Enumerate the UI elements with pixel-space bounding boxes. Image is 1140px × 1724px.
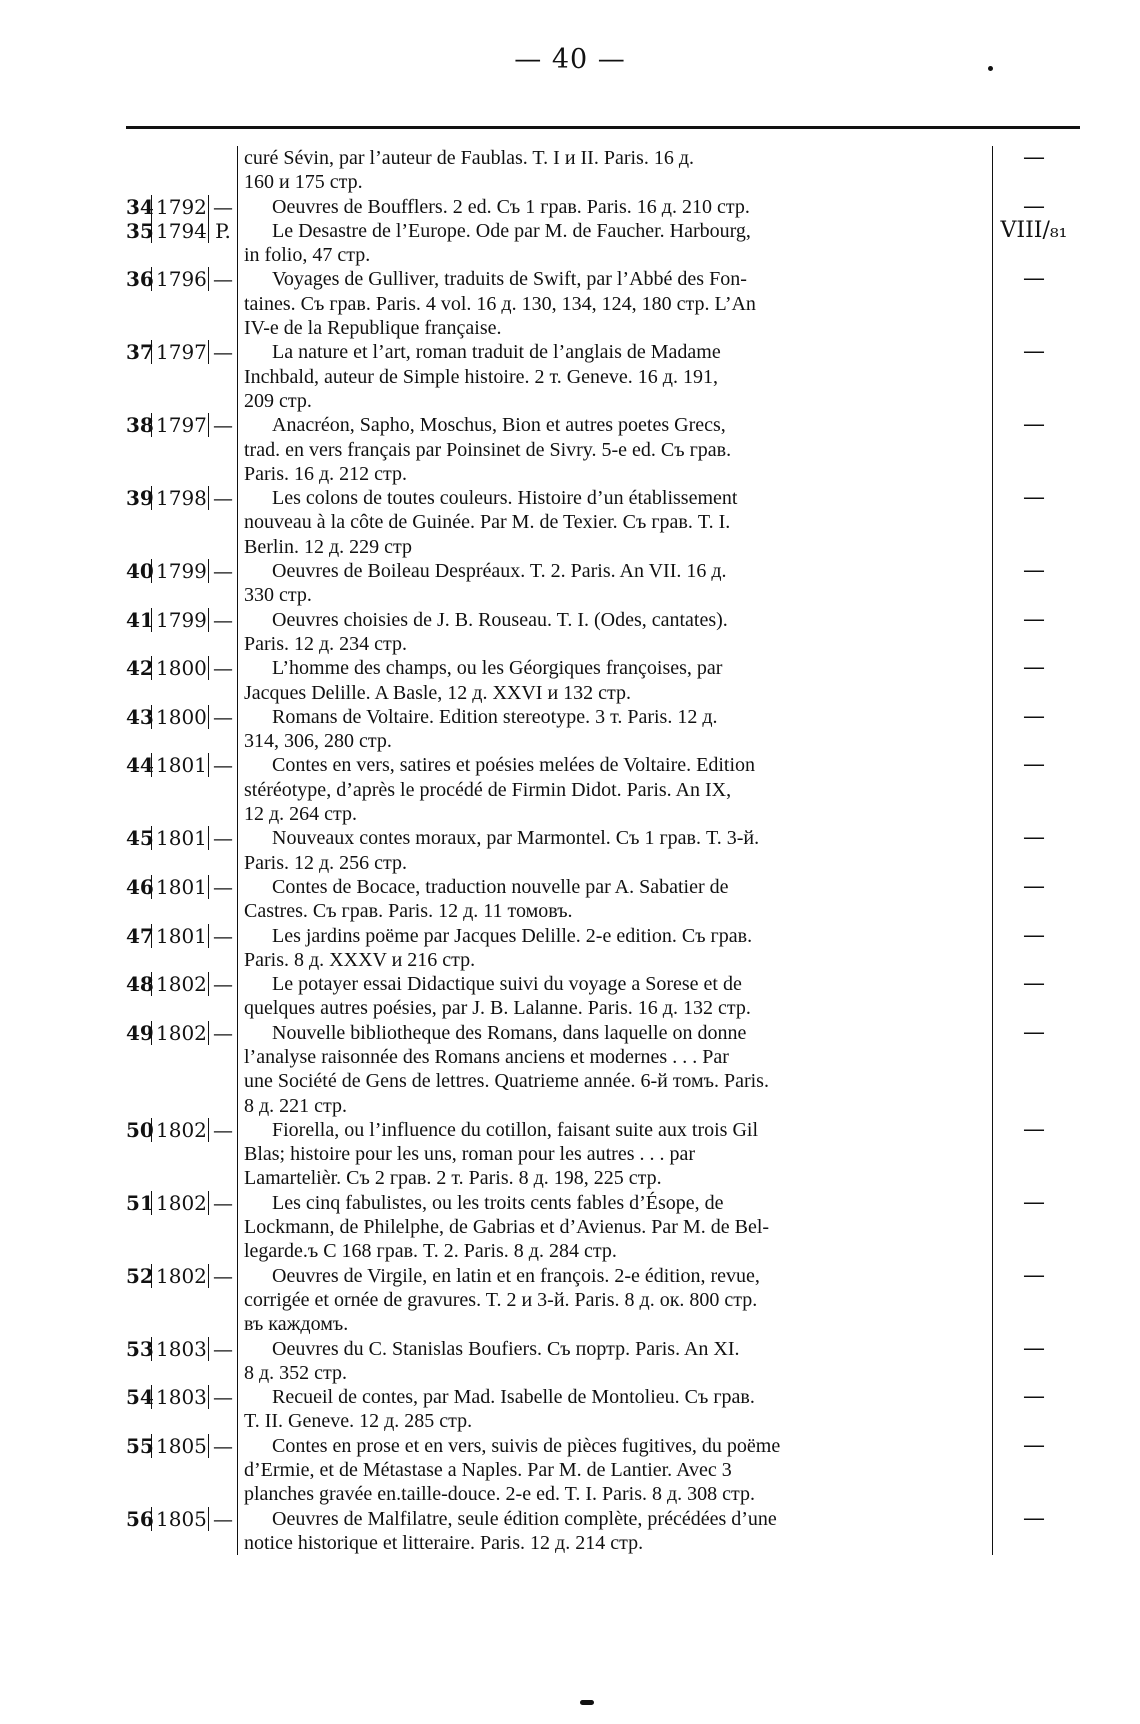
entry-year: 1801 — [151, 753, 208, 777]
entry-line: Paris. 12 д. 256 стр. — [244, 851, 408, 874]
entry-price: — — [1023, 873, 1045, 899]
entry-description — [237, 753, 993, 826]
entry-line: въ каждомъ. — [244, 1313, 349, 1336]
entry-year: 1792 — [151, 195, 208, 219]
entry-line: Jacques Delille. A Basle, 12 д. XXVI и 132 стр. — [244, 681, 632, 704]
entry-year: 1799 — [151, 559, 208, 583]
top-rule — [126, 126, 1080, 129]
entry-number: 49 — [126, 1020, 154, 1045]
entry-number: 55 — [126, 1433, 154, 1458]
entry-line: Nouveaux contes moraux, par Marmontel. Съ 1 грав. T. 3-й. — [272, 827, 760, 850]
catalog-entry — [126, 1118, 1090, 1191]
entry-year: 1801 — [151, 826, 208, 850]
entry-year: 1797 — [151, 413, 208, 437]
catalog-entry — [126, 1337, 1090, 1386]
entry-line: 330 стр. — [244, 584, 312, 607]
entry-line: La nature et l’art, roman traduit de l’anglais de Madame — [272, 341, 721, 364]
catalog-entry — [126, 924, 1090, 973]
entry-description — [237, 219, 993, 268]
entry-line: legarde.ъ С 168 грав. T. 2. Paris. 8 д. 284 стр. — [244, 1240, 617, 1263]
entry-line: notice historique et litteraire. Paris. 12 д. 214 стр. — [244, 1531, 644, 1554]
entry-number: 35 — [126, 218, 154, 243]
entry-line: Paris. 8 д. XXXV и 216 стр. — [244, 948, 476, 971]
entry-line: Le Desastre de l’Europe. Ode par M. de Faucher. Harbourg, — [272, 219, 751, 242]
entry-line: Oeuvres de Malfilatre, seule édition complète, précédées d’une — [272, 1507, 777, 1530]
entry-price: — — [1023, 1262, 1045, 1288]
entry-line: Oeuvres de Virgile, en latin et en françois. 2-е édition, revue, — [272, 1264, 760, 1287]
entry-year: 1802 — [151, 972, 208, 996]
catalog-entry — [126, 972, 1090, 1021]
entry-price: — — [1023, 558, 1045, 584]
entry-line: Contes en vers, satires et poésies melées de Voltaire. Edition — [272, 754, 756, 777]
entry-line: Castres. Съ грав. Paris. 12 д. 11 томовъ. — [244, 900, 573, 923]
entry-description — [237, 1118, 993, 1191]
entry-line: Berlin. 12 д. 229 стр — [244, 535, 413, 558]
catalog-entry — [126, 195, 1090, 219]
entry-mark: — — [208, 195, 237, 219]
entry-description — [237, 413, 993, 486]
entry-line: Lamartelièr. Съ 2 грав. 2 т. Paris. 8 д. 198, 225 стр. — [244, 1167, 662, 1190]
catalog-entry — [126, 608, 1090, 657]
entry-price: — — [1023, 825, 1045, 851]
entry-description — [237, 340, 993, 413]
entry-price: — — [1023, 1116, 1045, 1142]
entry-line: Les jardins poëme par Jacques Delille. 2-е edition. Съ грав. — [272, 924, 753, 947]
entry-number: 53 — [126, 1336, 154, 1361]
entry-price: — — [1023, 266, 1045, 292]
entry-mark: P. — [208, 219, 237, 243]
entry-number: 43 — [126, 704, 154, 729]
entry-mark: — — [208, 1021, 237, 1045]
entry-line: in folio, 47 стр. — [244, 244, 371, 267]
entry-line: Blas; histoire pour les uns, roman pour les autres . . . par — [244, 1143, 696, 1166]
entry-line: 8 д. 221 стр. — [244, 1094, 348, 1117]
entry-description — [237, 875, 993, 924]
entry-description — [237, 1507, 993, 1556]
entry-price: — — [1023, 971, 1045, 997]
entry-line: curé Sévin, par l’auteur de Faublas. T. I и II. Paris. 16 д. — [244, 147, 695, 169]
entry-description — [237, 608, 993, 657]
entry-price: — — [1023, 1384, 1045, 1410]
entry-year: 1794 — [151, 219, 208, 243]
entry-line: 12 д. 264 стр. — [244, 803, 358, 826]
entry-line: Oeuvres de Boileau Despréaux. T. 2. Paris. An VII. 16 д. — [272, 560, 727, 583]
entry-price: — — [1023, 1432, 1045, 1458]
entry-number: 42 — [126, 656, 154, 681]
entry-mark: — — [208, 1434, 237, 1458]
entry-year: 1803 — [151, 1337, 208, 1361]
entry-year: 1800 — [151, 705, 208, 729]
entry-description — [237, 267, 993, 340]
entry-year: 1800 — [151, 656, 208, 680]
entry-number: 40 — [126, 559, 154, 584]
entry-mark: — — [208, 924, 237, 948]
entry-year: 1802 — [151, 1021, 208, 1045]
stray-dot — [988, 66, 993, 71]
entry-number: 45 — [126, 826, 154, 851]
entry-line: Fiorella, ou l’influence du cotillon, faisant suite aux trois Gil — [272, 1118, 759, 1141]
entry-year: 1801 — [151, 924, 208, 948]
entry-mark: — — [208, 705, 237, 729]
entry-price: — — [1023, 1335, 1045, 1361]
entry-year: 1803 — [151, 1385, 208, 1409]
entry-price: — — [1023, 193, 1045, 219]
entry-number: 54 — [126, 1385, 154, 1410]
entry-line: Inchbald, auteur de Simple histoire. 2 т. Geneve. 16 д. 191, — [244, 365, 718, 388]
entry-mark: — — [208, 486, 237, 510]
entry-mark: — — [208, 1385, 237, 1409]
entry-line: une Société de Gens de lettres. Quatrieme année. 6-й томъ. Paris. — [244, 1070, 769, 1093]
entry-line: 209 стр. — [244, 389, 312, 412]
entry-line: Paris. 16 д. 212 стр. — [244, 462, 408, 485]
entry-mark: — — [208, 1337, 237, 1361]
catalog-entry — [126, 267, 1090, 340]
entry-mark: — — [208, 559, 237, 583]
entry-description — [237, 146, 993, 195]
entry-description — [237, 1191, 993, 1264]
entry-description — [237, 486, 993, 559]
entry-number: 34 — [126, 194, 154, 219]
entry-line: IV-e de la Republique française. — [244, 317, 502, 340]
entry-line: T. II. Geneve. 12 д. 285 стр. — [244, 1410, 473, 1433]
entry-price: — — [1023, 1019, 1045, 1045]
catalog-entry — [126, 1191, 1090, 1264]
entry-line: Anacréon, Sapho, Moschus, Bion et autres poetes Grecs, — [272, 414, 726, 437]
catalog-entry — [126, 1385, 1090, 1434]
catalog-entry — [126, 413, 1090, 486]
entry-mark: — — [208, 608, 237, 632]
catalog-entry — [126, 340, 1090, 413]
entry-mark: — — [208, 1264, 237, 1288]
entry-description — [237, 1434, 993, 1507]
entry-description — [237, 656, 993, 705]
entry-price: VIII/₈₁ — [1000, 217, 1068, 243]
entry-year: 1805 — [151, 1507, 208, 1531]
entry-number: 36 — [126, 267, 154, 292]
entry-price: — — [1023, 606, 1045, 632]
entry-line: 314, 306, 280 стр. — [244, 730, 392, 753]
entry-year: 1802 — [151, 1264, 208, 1288]
catalog-entry — [126, 146, 1090, 195]
entry-description — [237, 705, 993, 754]
entry-year: 1797 — [151, 340, 208, 364]
entry-line: Les colons de toutes couleurs. Histoire d’un établissement — [272, 487, 738, 510]
entry-line: Le potayer essai Didactique suivi du voyage a Sorese et de — [272, 973, 742, 996]
entry-line: L’homme des champs, ou les Géorgiques françoises, par — [272, 657, 723, 680]
page-mark — [580, 1700, 594, 1705]
entry-number: 51 — [126, 1190, 154, 1215]
entry-number: 47 — [126, 923, 154, 948]
entry-number: 52 — [126, 1263, 154, 1288]
entry-year: 1805 — [151, 1434, 208, 1458]
entry-description — [237, 1385, 993, 1434]
catalog-entry — [126, 486, 1090, 559]
entry-line: corrigée et ornée de gravures. T. 2 и 3-й. Paris. 8 д. ок. 800 стр. — [244, 1288, 758, 1311]
entry-line: Voyages de Gulliver, traduits de Swift, par l’Abbé des Fon- — [272, 268, 747, 291]
catalog-entry — [126, 1021, 1090, 1118]
entry-number: 56 — [126, 1506, 154, 1531]
entry-line: Contes en prose et en vers, suivis de pièces fugitives, du poëme — [272, 1434, 781, 1457]
entry-description — [237, 559, 993, 608]
entry-price: — — [1023, 922, 1045, 948]
entry-line: 8 д. 352 стр. — [244, 1361, 348, 1384]
entry-price: — — [1023, 1505, 1045, 1531]
entry-price: — — [1023, 1189, 1045, 1215]
catalog-entry — [126, 559, 1090, 608]
entry-mark: — — [208, 1118, 237, 1142]
entry-line: d’Ermie, et de Métastase a Naples. Par M. de Lantier. Avec 3 — [244, 1459, 732, 1482]
entry-year: 1799 — [151, 608, 208, 632]
catalog-entry — [126, 705, 1090, 754]
entry-description — [237, 826, 993, 875]
entry-line: Romans de Voltaire. Edition stereotype. 3 т. Paris. 12 д. — [272, 705, 718, 728]
entry-mark: — — [208, 972, 237, 996]
entry-line: Les cinq fabulistes, ou les troits cents fables d’Ésope, de — [272, 1191, 724, 1214]
entry-line: Contes de Bocace, traduction nouvelle par A. Sabatier de — [272, 875, 729, 898]
entry-line: Paris. 12 д. 234 стр. — [244, 632, 408, 655]
entry-number: 38 — [126, 413, 154, 438]
entry-price: — — [1023, 703, 1045, 729]
entry-mark: — — [208, 826, 237, 850]
entry-line: planches gravée en.taille-douce. 2-е ed. T. I. Paris. 8 д. 308 стр. — [244, 1483, 756, 1506]
page-number: — 40 — — [514, 44, 626, 75]
entry-price: — — [1023, 485, 1045, 511]
entry-line: 160 и 175 стр. — [244, 171, 363, 194]
catalog-entry — [126, 753, 1090, 826]
entry-line: stéréotype, d’après le procédé de Firmin Didot. Paris. An IX, — [244, 778, 732, 801]
entry-description — [237, 1021, 993, 1118]
entry-line: Oeuvres de Boufflers. 2 ed. Съ 1 грав. Paris. 16 д. 210 стр. — [272, 195, 750, 218]
entry-number: 50 — [126, 1117, 154, 1142]
entry-mark: — — [208, 1191, 237, 1215]
entry-description — [237, 1264, 993, 1337]
entry-mark: — — [208, 267, 237, 291]
entry-mark: — — [208, 656, 237, 680]
entry-line: Lockmann, de Philelphe, de Gabrias et d’Avienus. Par M. de Bel- — [244, 1216, 770, 1239]
entry-price: — — [1023, 752, 1045, 778]
entry-price: — — [1023, 412, 1045, 438]
entry-line: quelques autres poésies, par J. B. Lalanne. Paris. 16 д. 132 стр. — [244, 997, 751, 1020]
catalog-entry — [126, 1264, 1090, 1337]
entry-description — [237, 195, 993, 219]
entry-number: 39 — [126, 486, 154, 511]
entry-line: Nouvelle bibliotheque des Romans, dans laquelle on donne — [272, 1021, 747, 1044]
entry-line: Oeuvres choisies de J. B. Rouseau. T. I. (Odes, cantates). — [272, 608, 728, 631]
entry-description — [237, 924, 993, 973]
entry-number: 48 — [126, 972, 154, 997]
entry-number: 46 — [126, 874, 154, 899]
entry-mark: — — [208, 413, 237, 437]
entry-mark: — — [208, 1507, 237, 1531]
catalog-table — [126, 146, 1090, 1555]
catalog-entry — [126, 219, 1090, 268]
entry-line: taines. Съ грав. Paris. 4 vol. 16 д. 130, 134, 124, 180 стр. L’An — [244, 292, 756, 315]
entry-description — [237, 972, 993, 1021]
entry-line: nouveau à la côte de Guinée. Par M. de Texier. Съ грав. T. I. — [244, 511, 731, 534]
catalog-entry — [126, 1434, 1090, 1507]
entry-price: — — [1023, 655, 1045, 681]
catalog-entry — [126, 826, 1090, 875]
catalog-entry — [126, 875, 1090, 924]
entry-year: 1801 — [151, 875, 208, 899]
entry-year: 1802 — [151, 1191, 208, 1215]
entry-number: 37 — [126, 340, 154, 365]
entry-mark: — — [208, 753, 237, 777]
entry-description — [237, 1337, 993, 1386]
entry-line: trad. en vers français par Poinsinet de Sivry. 5-е ed. Съ грав. — [244, 438, 732, 461]
entry-year: 1802 — [151, 1118, 208, 1142]
entry-year: 1798 — [151, 486, 208, 510]
entry-line: Oeuvres du C. Stanislas Boufiers. Съ портр. Paris. An XI. — [272, 1337, 740, 1360]
entry-price: — — [1023, 339, 1045, 365]
entry-number: 41 — [126, 607, 154, 632]
entry-year: 1796 — [151, 267, 208, 291]
catalog-entry — [126, 656, 1090, 705]
entry-line: l’analyse raisonnée des Romans anciens et modernes . . . Par — [244, 1045, 729, 1068]
entry-price: — — [1023, 145, 1045, 170]
entry-mark: — — [208, 340, 237, 364]
entry-line: Recueil de contes, par Mad. Isabelle de Montolieu. Съ грав. — [272, 1386, 755, 1409]
catalog-entry — [126, 1507, 1090, 1556]
entry-number: 44 — [126, 753, 154, 778]
entry-mark: — — [208, 875, 237, 899]
